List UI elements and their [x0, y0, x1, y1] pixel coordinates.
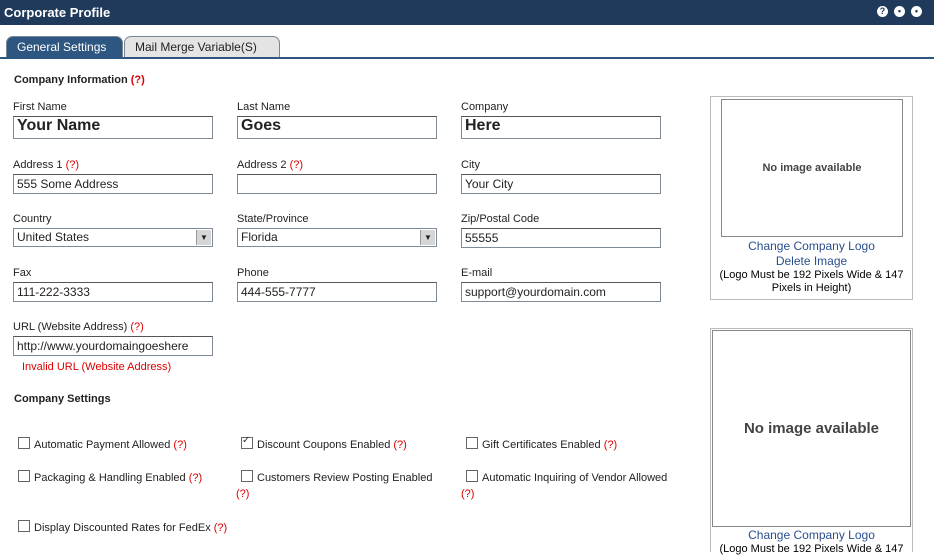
country-select-value: United States — [17, 230, 90, 244]
checkbox-label: Gift Certificates Enabled — [482, 439, 601, 451]
change-logo-link[interactable]: Change Company Logo — [748, 239, 875, 253]
checkbox-automatic-payment[interactable] — [18, 437, 187, 451]
address1-label — [13, 159, 79, 171]
checkbox-box[interactable] — [18, 437, 30, 449]
first-name-label: First Name — [13, 101, 67, 113]
url-label-text: URL (Website Address) — [13, 321, 128, 333]
state-label: State/Province — [237, 213, 309, 225]
logo-image-placeholder: No image available — [721, 99, 903, 237]
checkbox-label: Automatic Inquiring of Vendor Allowed — [482, 472, 668, 484]
gift-certificates-help[interactable]: (?) — [603, 439, 618, 451]
state-select-value: Florida — [241, 230, 278, 244]
logo-panel-1 — [710, 96, 913, 300]
url-label — [13, 321, 144, 333]
discount-coupons-help[interactable]: (?) — [393, 439, 407, 451]
fedex-rates-help[interactable]: (?) — [213, 522, 228, 534]
fax-label: Fax — [13, 267, 32, 279]
tab-mail-merge-variables[interactable]: Mail Merge Variable(S) — [124, 36, 280, 57]
checkbox-box[interactable] — [18, 520, 30, 532]
country-label: Country — [13, 213, 52, 225]
address2-label-text: Address 2 — [237, 159, 287, 171]
zip-label: Zip/Postal Code — [461, 213, 540, 225]
address1-input[interactable]: 555 Some Address — [13, 174, 213, 194]
phone-label: Phone — [237, 267, 269, 279]
first-name-input[interactable]: Your Name — [13, 116, 213, 139]
chevron-down-icon[interactable]: ▼ — [196, 230, 211, 245]
city-label: City — [461, 159, 480, 171]
automatic-inquiring-help[interactable]: (?) — [461, 488, 475, 500]
checkbox-label: Automatic Payment Allowed — [34, 439, 171, 451]
chevron-down-icon[interactable]: ▼ — [420, 230, 435, 245]
checkbox-discount-coupons[interactable] — [241, 437, 407, 451]
checkbox-packaging-handling[interactable] — [18, 470, 202, 484]
logo-size-note: (Logo Must be 192 Pixels Wide & 147 Pixels in Height) — [719, 269, 904, 294]
print-icon[interactable]: ▪ — [894, 6, 905, 17]
email-input[interactable]: support@yourdomain.com — [461, 282, 661, 302]
packaging-handling-help[interactable]: (?) — [188, 472, 203, 484]
delete-image-link[interactable]: Delete Image — [775, 254, 848, 268]
automatic-payment-help[interactable]: (?) — [173, 439, 187, 451]
company-settings-heading: Company Settings — [14, 393, 111, 405]
title-bar — [0, 0, 934, 25]
checkbox-box[interactable] — [466, 470, 478, 482]
checkbox-label: Packaging & Handling Enabled — [34, 472, 186, 484]
company-info-help[interactable]: (?) — [130, 74, 145, 86]
checkbox-box[interactable] — [466, 437, 478, 449]
address1-label-text: Address 1 — [13, 159, 63, 171]
help-icon[interactable]: ? — [877, 6, 888, 17]
logo-size-note: (Logo Must be 192 Pixels Wide & 147 — [719, 543, 904, 555]
country-select[interactable] — [13, 228, 213, 247]
fax-input[interactable]: 111-222-3333 — [13, 282, 213, 302]
address2-help[interactable]: (?) — [289, 159, 304, 171]
state-select[interactable] — [237, 228, 437, 247]
checkbox-fedex-rates[interactable] — [18, 520, 227, 534]
url-error-message: Invalid URL (Website Address) — [22, 361, 172, 373]
checkbox-label: Customers Review Posting Enabled — [257, 472, 433, 484]
tab-divider — [0, 57, 934, 59]
city-input[interactable]: Your City — [461, 174, 661, 194]
last-name-label: Last Name — [237, 101, 291, 113]
phone-input[interactable]: 444-555-7777 — [237, 282, 437, 302]
company-info-heading-text: Company Information — [14, 74, 128, 86]
checkbox-box[interactable] — [18, 470, 30, 482]
window-title: Corporate Profile — [4, 5, 111, 20]
company-label: Company — [461, 101, 509, 113]
company-info-heading — [14, 74, 145, 86]
checkbox-box-checked[interactable] — [241, 437, 253, 449]
logo-panel-2 — [710, 328, 913, 555]
tab-general-settings[interactable]: General Settings — [6, 36, 123, 57]
change-logo-link[interactable]: Change Company Logo — [748, 528, 875, 542]
checkbox-box[interactable] — [241, 470, 253, 482]
checkbox-label: Discount Coupons Enabled — [257, 439, 391, 451]
checkbox-automatic-inquiring[interactable] — [466, 470, 667, 484]
close-icon[interactable]: • — [911, 6, 922, 17]
email-label: E-mail — [461, 267, 493, 279]
logo-image-placeholder: No image available — [712, 330, 911, 527]
address2-input[interactable] — [237, 174, 437, 194]
zip-input[interactable]: 55555 — [461, 228, 661, 248]
customers-review-help[interactable]: (?) — [236, 488, 250, 500]
title-icons — [877, 6, 922, 17]
address1-help[interactable]: (?) — [65, 159, 80, 171]
checkbox-gift-certificates[interactable] — [466, 437, 617, 451]
checkbox-customers-review[interactable] — [241, 470, 456, 484]
last-name-input[interactable]: Goes — [237, 116, 437, 139]
url-input[interactable]: http://www.yourdomaingoeshere — [13, 336, 213, 356]
company-input[interactable]: Here — [461, 116, 661, 139]
url-help[interactable]: (?) — [130, 321, 144, 333]
address2-label — [237, 159, 303, 171]
checkbox-label: Display Discounted Rates for FedEx — [34, 522, 211, 534]
